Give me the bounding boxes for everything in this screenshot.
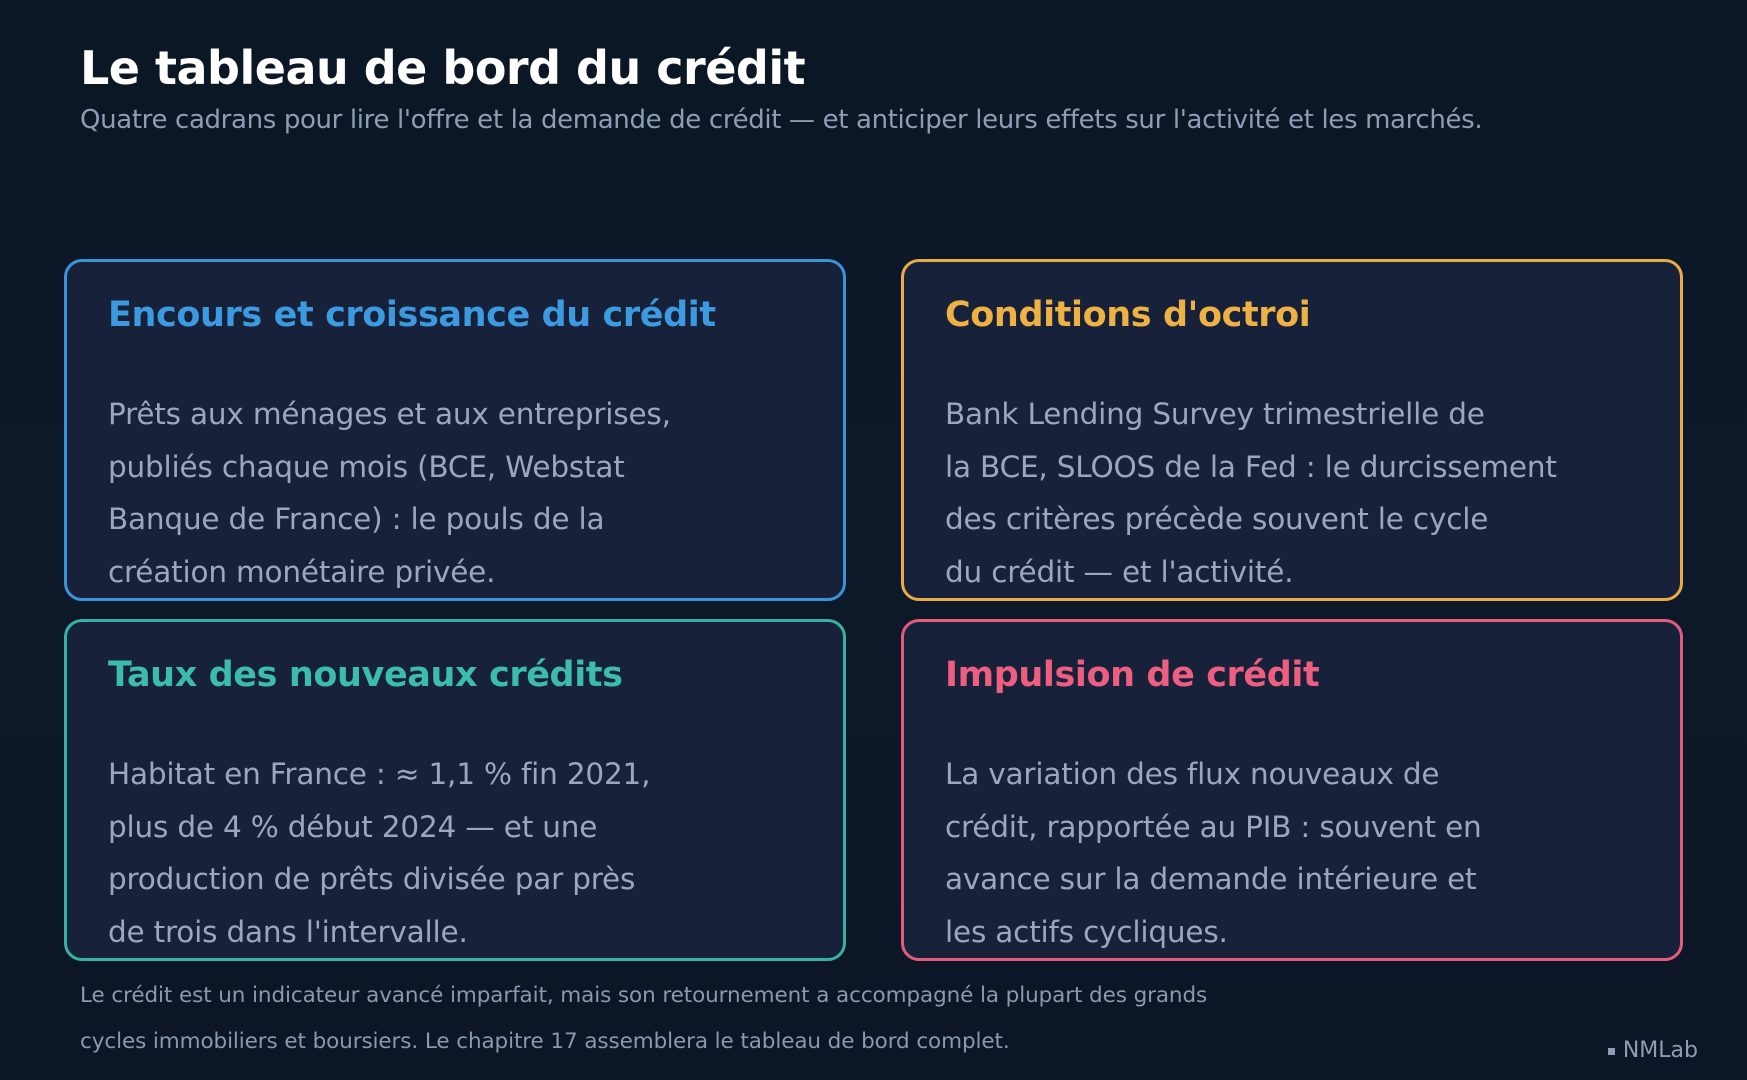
card-body-line: de trois dans l'intervalle. [108,914,468,949]
card-body [108,748,650,958]
card-new-loan-rates [64,619,846,961]
card-body-line: du crédit — et l'activité. [945,554,1294,589]
brand-square-icon [1608,1048,1615,1055]
card-body [945,748,1482,958]
footnote-line: cycles immobiliers et boursiers. Le chapitre 17 assemblera le tableau de bord complet. [80,1029,1010,1054]
card-body-line: la BCE, SLOOS de la Fed : le durcissement [945,449,1557,484]
footnote-line: Le crédit est un indicateur avancé imparfait, mais son retournement a accompagné la plupart des grands [80,983,1208,1008]
page-subtitle: Quatre cadrans pour lire l'offre et la demande de crédit — et anticiper leurs effets sur l'activité et les marchés. [80,105,1483,135]
card-body-line: les actifs cycliques. [945,914,1228,949]
card-credit-impulse [901,619,1683,961]
brand-label: NMLab [1622,1038,1698,1063]
footnote [80,973,1207,1065]
card-lending-conditions [901,259,1683,601]
card-body-line: Habitat en France : ≈ 1,1 % fin 2021, [108,757,651,791]
card-body-line: production de prêts divisée par près [108,862,636,896]
card-credit-outstanding [64,259,846,601]
brand-watermark [1608,1036,1698,1066]
card-body-line: Bank Lending Survey trimestrielle de [945,397,1485,431]
card-title: Encours et croissance du crédit [108,295,716,335]
card-body-line: La variation des flux nouveaux de [945,757,1440,791]
card-body-line: Banque de France) : le pouls de la [108,502,605,536]
card-title: Taux des nouveaux crédits [108,655,623,695]
card-body [108,388,671,598]
card-body [945,388,1557,598]
card-body-line: publiés chaque mois (BCE, Webstat [108,449,625,484]
card-body-line: crédit, rapportée au PIB : souvent en [945,809,1482,844]
card-body-line: plus de 4 % début 2024 — et une [108,809,598,844]
card-body-line: création monétaire privée. [108,554,496,589]
page-title: Le tableau de bord du crédit [80,41,806,95]
card-body-line: Prêts aux ménages et aux entreprises, [108,397,671,431]
card-title: Conditions d'octroi [945,295,1311,335]
card-title: Impulsion de crédit [945,655,1320,695]
card-body-line: des critères précède souvent le cycle [945,502,1489,536]
card-body-line: avance sur la demande intérieure et [945,862,1477,896]
